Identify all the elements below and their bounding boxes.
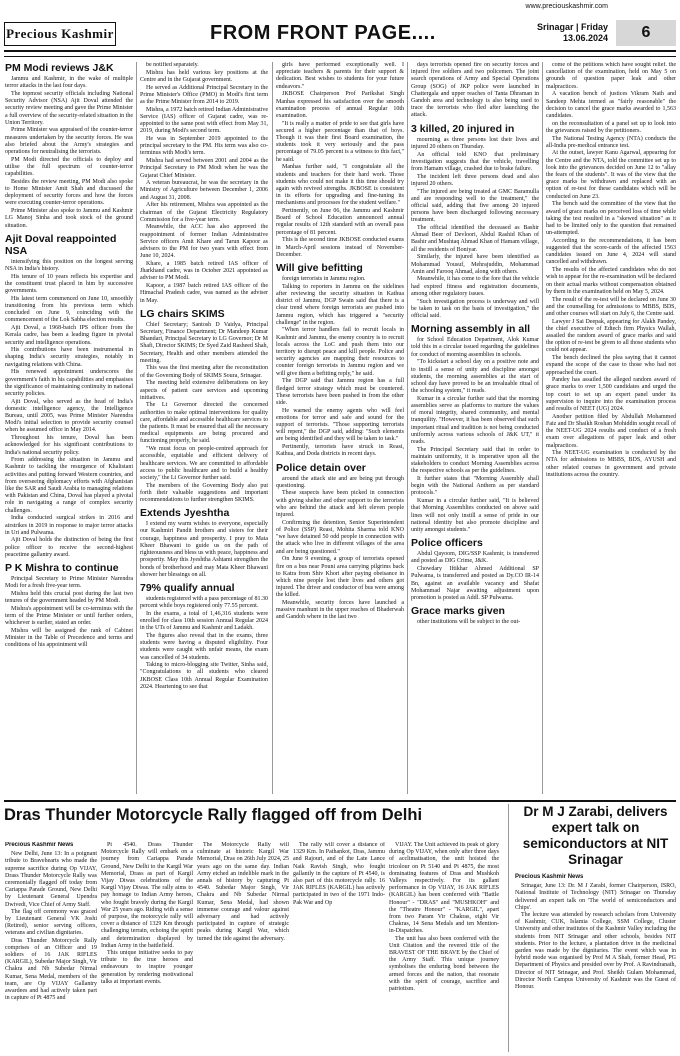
paragraph: From addressing the situation in Jammu and Kashmir to tackling the resurgence of Khalistani activities and putting forward Western countries, and from overseeing diplomacy efforts with Afghanistan like the SAR and Saudi Arabia to managing relations with Pakistan and China, Doval has played a pivotal role in navigating a range of complex security challenges.	[5, 457, 133, 514]
paragraph: Ajit Doval, a 1968-batch IPS officer from the Kerala cadre, has been a leading figure in pivotal security and intelligence operations.	[5, 325, 133, 346]
column-5	[546, 62, 676, 794]
paragraph: mourning as three persons lost their lives and injured 20 others on Thursday.	[411, 136, 539, 150]
paragraph: At the outset, lawyer Kanu Agarwal, appearing for the Centre and the NTA, told the committee set up to look into the grievances decided on June 12 to "allay the fears of the students". It was of the view that the grace marks be withdrawn and replaced with an option of re-test for these candidates which will be conducted on June 23.	[546, 150, 676, 200]
lead-headline: Dras Thunder Motorcycle Rally flagged off from Delhi	[4, 806, 423, 824]
paragraph: He served as Additional Principal Secretary in the Prime Minister's Office (PMO) in Modi's first term as the Prime Minister from 2014 to 2019.	[140, 84, 268, 106]
paragraph: Manhas further said, "I congratulate all the students and teachers for their hard work. Those students who could not make it this time should try again with revived strengths. JKBOSE is consistent in its efforts for upgrading and fine-tuning its mechanisms and processes for the student welfare."	[276, 164, 404, 207]
paragraph: Meanwhile, security forces have launched a massive manhunt in the upper reaches of Bhaderwah and Gandoh where in the last two	[276, 600, 404, 621]
issue-date	[537, 22, 608, 44]
paragraph: students registered with a pass percentage of 81.30 percent while boys registered only 77.55 percent.	[140, 595, 268, 610]
paragraph: Kumar in a circular further said, "It is believed that Morning Assemblies conducted on above said lines will not only instill a sense of pride in our national identity but also promote discipline and unity amongst students."	[411, 498, 539, 533]
paragraph: Pandey has assailed the alleged random award of grace marks to over 1,500 candidates and urged the top court to set up an expert panel under its supervision to inquire into the examination process and results of NEET (UG) 2024.	[546, 377, 676, 413]
paragraph: The lecture was attended by research scholars from University of Kashmir, CUK, Islamia College, SSM College, Cluster University and other institutes of the Kashmir Valley including the students from NIT Srinagar and other schools, besides NIT students. Prior to the lecture, a plantation drive in the medicinal garden was made by the dignitaries. The event which was in hybrid mode was organised by Prof M A Shah, former Head, PG Department of Physics and presided over by Prof. A Ravindranath, Director of NIT Srinagar, and Prof. Sheikh Gulam Mohammad, Director North Campus University of Kashmir was the Guest of Honour.	[515, 912, 676, 991]
paragraph: On June 9 evening, a group of terrorists opened fire on a bus near Pouni area carrying pilgrims back to Katra from Shiv Khori after paying obeisance in which nine people lost their lives and others got injured. The driver and conductor of bus were among the killed.	[276, 556, 404, 599]
paragraph: This was the first meeting after the reconstitution of the Governing Body of SKIMS Soura, Srinagar.	[140, 365, 268, 379]
side-body	[515, 874, 676, 991]
paragraph: Chowdary Iftikhar Ahmed Additional SP Pulwama, is transferred and posted as Dy.CO IR-14 Bn, against an available vacancy and Shafat Mohammad Najar awaiting adjustment upon promotion is posted as Addl. SP Pulwama.	[411, 566, 539, 601]
side-byline: Precious Kashmir News	[515, 874, 584, 880]
paragraph: Srinagar, June 13: Dr. M J Zarabi, former Chairperson, ISRO, National Institute of Technology (NIT) Srinagar on Thursday delivered an expert talk on 'The world of semiconductors and Chips'.	[515, 883, 676, 911]
paragraph: Pertinently, on June 06, the Jammu and Kashmir Board of School Education announced annual regular results of 12th standard with an overall pass percentage of 81 percent.	[276, 208, 404, 236]
headline-befitting-reply: Will give befitting	[276, 261, 363, 274]
headline-79-qualify: 79% qualify annual	[140, 581, 235, 594]
paragraph: Besides the review meeting, PM Modi also spoke to Home Minister Amit Shah and discussed the deployment of security forces and how the forces were executing counter-terror operations.	[5, 178, 133, 207]
paragraph: Kumar in a circular further said that the morning assemblies serve as platforms to nurture the values of moral integrity, shared community, and mental tranquility. "However, it has been observed that such important ritual and tradition is not being conducted uniformly across various schools of J&K UT," it reads.	[411, 395, 539, 446]
paragraph: The bench declined the plea saying that it cannot expand the scope of the case to those who had not approached the court.	[546, 355, 676, 376]
lead-byline: Precious Kashmir News	[5, 842, 74, 848]
paragraph: Ajit Doval holds the distinction of being the first police officer to receive the second-highest peacetime gallantry award.	[5, 537, 133, 558]
paragraph: Kapoor, a 1987 batch retired IAS officer of the Himachal Pradesh cadre, was named as the adviser in May.	[140, 283, 268, 304]
paragraph: The flag off ceremony was graced by Lieutenant General VK Joshi (Retired), senior serving officers, veterans and civilian dignitaries.	[5, 908, 97, 937]
paragraph: PM Modi directed the officials to deploy and utilise the full spectrum of counter-terror capabilities.	[5, 156, 133, 178]
paragraph: The results of the affected candidates who do not wish to appear for the re-examination will be declared on their actual marks without compensation obtained by them in the examination held on May 5, 2024.	[546, 267, 676, 295]
paragraph: be notified separately.	[146, 62, 199, 68]
paragraph: The rally will cover a distance of 1329 Km. In Pathankot, Dras, Jammu and Rajouri, and of the Late Lance Naik Ravish Singh, who fought gallantly in the capture of Pt 4540, is also part of this motorcycle rally. 16 JAK RIFLES (KARGIL) has actively participated in two of the 1971 Indo-Pak War and Op	[293, 842, 385, 906]
paragraph: The incident left three persons dead and also injured 20 others.	[411, 173, 539, 187]
paragraph: The figures also reveal that in the exams, three students were having a disputed eligibility. Four students were caught with unfair means, the exam was cancelled of 34 students.	[140, 632, 268, 661]
paragraph: Dras Thunder Motorcycle Rally comprises of an Officer and 19 soldiers of 16 JAK RIFLES (KARGIL), Subedar Major Singh, Vir Chakra and Nb Subedar Nirmal Kumar, Sena Medal, members of the team, are Op VIJAY Gallantry awardees and had actively taken part in capture of Pt 4875 and	[5, 937, 97, 1002]
paragraph: VIJAY. The Unit achieved its peak of glory during Op VIJAY, when only after three days of acclimatisation, the unit hoisted the tricolour on Pt 5140 and Pt 4875, the most dominating features of Dras and Mushkoh Valleys respectively. For its gallant performance in Op VIJAY, 16 JAK RIFLES (KARGIL) has been conferred with "Battle Honour" - "DRAS" and "MUSHKOH" and the "Theatre Honour" - "KARGIL", apart from two Param Vir Chakras, eight Vir Chakras, 14 Sena Medals and ten Mention-in-Dispatches.	[389, 842, 499, 935]
column-divider	[136, 62, 137, 794]
paragraph: I extend my warm wishes to everyone, especially our Kashmiri Pandit brothers and sisters for their courage, happiness and prosperity. I pray to Mata Kheer Bhawani to guide us on the path of righteousness and bless us with peace, happiness and prosperity. May this Jyeshtha Ashtami strengthen the bonds of brotherhood and may Mata Kheer Bhawani shower her blessings on all.	[140, 521, 268, 578]
headline-morning-assembly: Morning assembly in all	[411, 323, 531, 336]
paragraph: The DGP said that Jammu region has a full fledged terror strategy which must be countered. These terrorists have been pushed in from the other side.	[276, 378, 404, 406]
header-rule	[4, 50, 676, 52]
paragraph: for School Education Department, Alok Kumar told this in a circular issued regarding the guidelines for conduct of morning assemblies in schools.	[411, 337, 539, 358]
paragraph: Mishra's appointment will be co-terminus with the term of the Prime Minister or until further orders, whichever is earlier, stated an order.	[5, 605, 133, 627]
paragraph: Principal Secretary to Prime Minister Narendra Modi for a fresh five-year term.	[5, 576, 133, 590]
headline-pm-modi-reviews: PM Modi reviews J&K	[5, 62, 114, 74]
side-headline: Dr M J Zarabi, delivers expert talk on semiconductors at NIT Srinagar	[522, 804, 669, 867]
paragraph: "The injured are being treated at GMC Baramulla and are responding well to the treatment," the official said, adding that five among 20 injured persons have been discharged following necessary treatment.	[411, 188, 539, 224]
site-url: www.preciouskashmir.com	[525, 3, 608, 10]
column-1	[5, 62, 133, 794]
paragraph: The result of the re-test will be declared on June 30 and the counselling for admissions to MBBS, BDS, and other courses will start on July 6, the Centre said.	[546, 296, 676, 317]
paragraph: on the reconsultation of a panel set up to look into the grievances raised by the petitioners.	[546, 120, 676, 134]
lead-column-3	[197, 842, 289, 1052]
paragraph: come of the petitions which have sought relief. the cancellation of the examination, held on May 5 on grounds of question paper leak and other malpractices.	[546, 62, 676, 90]
section-title: FROM FRONT PAGE....	[210, 22, 436, 44]
lead-column-2	[101, 842, 193, 1052]
paragraph: Prime Minister was appraised of the counter-terror measures undertaken by the security forces. He was also briefed about the Army's strategies and operations for neutralising the terrorists.	[5, 127, 133, 156]
paragraph: This is the second time JKBOSE conducted exams in March-April sessions instead of November-December.	[276, 237, 404, 258]
paragraph: His tenure of 10 years reflects his expertise and the constituent trust placed in him by successive governments.	[5, 273, 133, 295]
paragraph: He warned the enemy agents who will feel emotions for terror and safe and sound for the support of terrorists. "Those supporting terrorists will repent," the DGP said, adding: "Such elements are being identified and they will be taken to task."	[276, 407, 404, 443]
paragraph: Taking to micro-blogging site Twitter, Sinha said, "Congratulations to all students who cleared JKBOSE Class 10th Annual Regular Examination 2024. Heartening to see that	[140, 662, 268, 690]
lead-column-4	[293, 842, 385, 1052]
paragraph: Khare, a 1985 batch retired IAS officer of Jharkhand cadre, was in October 2021 appointed as adviser to PM Modi.	[140, 260, 268, 282]
paragraph: Confirming the detention, Senior Superintendent of Police (SSP) Reasi, Mohita Sharma told KNO "we have detained 50 odd people in connection with the attack who live in different villages of the area and are being questioned."	[276, 519, 404, 555]
paragraph: The National Testing Agency (NTA) conducts the all-India pre-medical entrance test.	[546, 135, 676, 149]
paragraph: Jammu and Kashmir, in the wake of multiple terror attacks in the last four days.	[5, 76, 133, 90]
paragraph: The Lt Governor directed the concerned authorities to make optimal interventions for quality care, affordable and accessible healthcare services to the patients. It must be ensured that all the necessary medical equipments are being procured and functioning properly, he said.	[140, 402, 268, 445]
paragraph: Meanwhile, the ACC has also approved the reappointment of former Indian Administrative Service officers Amit Khare and Tarun Kapoor as advisers to the PM for two years with effect from June 10, 2024.	[140, 224, 268, 260]
paragraph: Meanwhile, it has come to the fore that the vehicle had expired fitness and registration documents, among other regulatory issues.	[411, 276, 539, 297]
paragraph: "Such investigation process is underway and will be taken to task on the basis of investigation," the official said.	[411, 298, 539, 319]
side-story	[508, 804, 676, 1052]
issue-day: Srinagar | Friday	[536, 22, 608, 32]
paragraph: The Principal Secretary said that in order to maintain uniformity, it is imperative upon all the stakeholders to conduct Morning Assemblies across the respective schools as per the guidelines.	[411, 446, 539, 475]
header-rule-thin	[4, 56, 676, 57]
paragraph: Prime Minister also spoke to Jammu and Kashmir LG Manoj Sinha and took stock of the ground situation.	[5, 208, 133, 229]
paragraph: Ajit Doval, who served as the head of India's domestic intelligence agency, the Intelligence Bureau, until 2005, was Prime Minister Narendra Modi's initial selection to provide security counsel when he assumed office in May 2014.	[5, 398, 133, 434]
paragraph: intensifying this position on the longest serving NSA in India's history.	[5, 258, 133, 272]
paragraph: After his retirement, Mishra was appointed as the chairman of the Gujarat Electricity Regulatory Commission for a five-year term.	[140, 202, 268, 223]
paragraph: His contributions have been instrumental in shaping India's security strategies, notably in navigating relations with China.	[5, 347, 133, 368]
paragraph: His latest term commenced on June 10, smoothly transitioning from his previous term which concluded on June 9, coinciding with the commencement of the Lok Sabha election results.	[5, 295, 133, 324]
paragraph: "When terror handlers fail to recruit locals in Kashmir and Jammu, the enemy country is to recruit locals across the LoC and push them into our territory to disrupt peace and kill people. Police and security agencies are mapping their resources to counter foreign terrorists in Jammu region and we will give them a befitting reply," he said.	[276, 327, 404, 377]
paragraph: Pertinently, terrorists have struck in Reasi, Kathua, and Doda districts in recent days.	[276, 444, 404, 458]
headline-police-officers: Police officers	[411, 537, 483, 550]
paragraph: Similarly, the injured have been identified as Mohammad Yousuf, Mehrajuddin, Mohammad Amin and Farooq Ahmad, along with others.	[411, 254, 539, 275]
bottom-section-rule	[4, 800, 676, 802]
paragraph: girls have performed exceptionally well. I appreciate teachers & parents for their support & dedication. Best wishes to students for your future endeavors."	[276, 62, 404, 90]
paragraph: Another petition filed by Abdullah Mohammed Faiz and Dr Shaikh Roshan Mohiddin sought recall of the NEET-UG 2024 results and conduct of a fresh exam over allegations of paper leak and other malpractices.	[546, 413, 676, 449]
paragraph: The bench said the committee of the view that the award of grace marks on perceived loss of time while taking the test resulted in a "skewed situation" as it had to be limited only to the question that remained un-attempted.	[546, 201, 676, 237]
paragraph: Throughout his tenure, Doval has been acknowledged for his significant contributions to India's national security policy.	[5, 435, 133, 456]
column-divider	[407, 62, 408, 794]
paragraph: Mishra had served between 2001 and 2004 as the Principal Secretary to PM Modi when he was the Gujarat Chief Minister.	[140, 158, 268, 179]
column-4	[411, 62, 539, 794]
column-2	[140, 62, 268, 794]
paragraph: The Motorcycle Rally will culminate at historic Kargil War Memorial, Dras on 26th July 2024, 25 years ago on the same day. Indian Army etched an indelible mark in the annals of history by capturing Pt 4540. Subedar Major Singh, Vir Chakra and Nb Subedar Nirmal Kumar, Sena Medal, had shown immense courage and valour against adversary and had actively participated in capture of strategic peaks during Kargil War, which turned the tide against the adversary.	[197, 842, 289, 942]
column-3	[276, 62, 404, 794]
paragraph: These suspects have been picked in connection with giving shelter and other support to the terrorists who are behind the attack and left eleven people injured.	[276, 490, 404, 519]
headline-grace-marks: Grace marks given	[411, 605, 505, 618]
paragraph: Mishra has held various key positions at the Centre and in the Gujarat government.	[140, 69, 268, 83]
paragraph: The official identified the deceased as Bashir Ahmad Beer of Devloori, Abdul Rashid Khan of Bashir and Mushtaq Ahmad Khan of Hamam village, all the residents of Boniyar.	[411, 225, 539, 253]
paragraph: His renewed appointment underscores the government's faith in his capabilities and emphasises the significance of maintaining continuity in national security policies.	[5, 369, 133, 397]
headline-3-killed: 3 killed, 20 injured in	[411, 122, 515, 135]
paragraph: other institutions will be subject to the out-	[417, 619, 521, 626]
paragraph: Pt 4540. Drass Thunder Motorcycle Rally will embark on a journey from Cariappa Parade Ground, New Delhi to the Kargil War Memorial, Drass as part of Kargil Vijay Diwas celebrations of the Kargil Vijay Diwas. The rally aims to pay homage to Indian Army heroes, who fought bravely during the Kargil War 25 years ago. Riding with a sense of purpose, the motorcycle rally will cover a distance of 1329 Km through challenging terrain, echoing the spirit and determination displayed by Indian Army in the battlefield.	[101, 842, 193, 949]
paragraph: The topmost security officials including National Security Advisor (NSA) Ajit Doval attended the security review meeting and gave the Prime Minister a full overview of the security-related situation in the Union Territory.	[5, 90, 133, 126]
column-divider	[272, 62, 273, 794]
paragraph: An official told KNO that preliminary investigation suggests that the vehicle, travelling from Hamam village, crashed due to brake failure.	[411, 151, 539, 172]
headline-police-detain: Police detain over	[276, 461, 366, 474]
paragraph: New Delhi, June 13: In a poignant tribute to Bravehearts who made the supreme sacrifice during Op VIJAY, Drass Thunder Motorcycle Rally was ceremonially flagged off today from Cariappa Parade Ground, New Delhi by Lieutenant General Upendra Dwivedi, Vice Chief of Army Staff.	[5, 851, 97, 908]
paragraph: The unit has also been conferred with the Unit Citation and the revered title of the BRAVEST OF THE BRAVE by the Chief of the Army Staff. This unique journey symbolises the enduring bond between the armed forces and the nation, that resonate with the spirit of courage, sacrifice and patriotism.	[389, 935, 499, 993]
headline-extends-jyeshtha: Extends Jyeshtha	[140, 507, 230, 520]
paragraph: days terrorists opened fire on security forces and injured five soldiers and two policemen. The joint search operations of Army and Special Operations Group (SOG) of JKP police were launched in Chattergala and upper reaches of Tanta Dhraman in Gandoh area and technology is also being used to trace the terrorists who fled after launching the attack.	[411, 62, 539, 119]
paragraph: "To kickstart a school day on a positive note and to instill a sense of unity and discipline amongst students, the morning assemblies at the start of school day have proved to be an invaluable ritual of the schooling system," it reads.	[411, 359, 539, 395]
paragraph: The meeting held extensive deliberations on key aspects of patient care services and upcoming initiatives.	[140, 380, 268, 401]
paragraph: According to the recommendations, it has been suggested that the score-cards of the affected 1563 candidates issued on June 4, 2024 will stand cancelled and withdrawn.	[546, 237, 676, 266]
brand-name: Precious Kashmir	[6, 26, 114, 41]
column-divider	[542, 62, 543, 794]
paragraph: Abdul Qayoom, DIG/SSP Kashmir, is transferred and posted as DIG Crime, J&K.	[411, 551, 539, 565]
masthead	[0, 0, 680, 50]
brand-logo	[4, 22, 116, 46]
paragraph: It further states that "Morning Assembly shall begin with the National Anthem as per standard protocols."	[411, 476, 539, 497]
paragraph: Lawyer J Sai Deepak, appearing for Alakh Pandey, the chief executive of Edtech firm Physics Wallah, assailed the random award of grace marks and said the option of re-test be given to all those students who could not appear.	[546, 318, 676, 354]
paragraph: In the exams, a total of 1,46,316 students were enrolled for class 10th session Annual Regular 2024 in the UTs of Jammu and Kashmir and Ladakh.	[140, 610, 268, 632]
paragraph: around the attack site and are being put through questioning.	[276, 475, 404, 489]
lead-column-5	[389, 842, 499, 1052]
paragraph: A veteran bureaucrat, he was the secretary in the Ministry of Agriculture between December 1, 2006 and August 31, 2008.	[140, 180, 268, 201]
paragraph: This unique initiative seeks to pay tribute to the true heroes and endeavours to inspire younger generation by rendering motivational talks at important events.	[101, 950, 193, 985]
paragraph: foreign terrorists in Jammu region.	[282, 275, 366, 282]
paragraph: Chief Secretary; Santosh D Vaidya, Principal Secretary, Finance Department; Dr Mandeep Kumar Bhandari, Principal Secretary to LG Governor; Dr M Shafi, Director SKIMS; Dr Syed Zaid Rasheed Shah, Secretary, Health and other members attended the meeting.	[140, 321, 268, 364]
paragraph: JKBOSE Chairperson Prof Parikshat Singh Manhas expressed his satisfaction over the smooth examination process of annual Regular 10th examination.	[276, 91, 404, 119]
headline-lg-chairs-skims: LG chairs SKIMS	[140, 307, 225, 320]
headline-pk-mishra: P K Mishra to continue	[5, 562, 119, 575]
paragraph: Talking to reporters in Jammu on the sidelines after reviewing the security situation in Kathua district of Jammu, DGP Swain said that there is a clear trend where foreign terrorists are pushed into Jammu region, which has triggered a "security challenge" in the region.	[276, 283, 404, 326]
paragraph: He was in September 2019 appointed to the principal secretary to the PM. His term was also co-terminus with Modi's term.	[140, 136, 268, 157]
paragraph: Mishra will be assigned the rank of Cabinet Minister in the Table of Precedence and terms and conditions of his appointment will	[5, 628, 133, 649]
paragraph: The members of the Governing Body also put forth their valuable suggestions and important recommendations to further strengthen SKIMS.	[140, 482, 268, 504]
paragraph: The NEET-UG examination is conducted by the NTA for admissions to MBBS, BDS, AYUSH and other related courses in government and private institutions across the country.	[546, 450, 676, 478]
paragraph: "We must focus on people-centred approach for accessible, equitable and efficient delivery of healthcare services. We are committed to affordable access to public healthcare and to build a healthy society," the Lt Governor further said.	[140, 446, 268, 481]
paragraph: "It is really a matter of pride to see that girls have secured a higher percentage than that of boys. Though it was their first Board examination, the students took it very seriously and the pass percentage of 79.05 percent is a witness to this fact," he said.	[276, 120, 404, 163]
paragraph: India conducted surgical strikes in 2016 and airstrikes in 2019 in response to major terror attacks in Uri and Pulwama.	[5, 515, 133, 536]
page-number: 6	[616, 20, 676, 46]
issue-date-value: 13.06.2024	[562, 33, 608, 43]
lead-column-1	[5, 842, 97, 1052]
paragraph: Mishra, a 1972 batch retired Indian Administrative Service (IAS) officer of Gujarat cadre, was re-appointed to the same post with effect from May 31, 2019, during Modi's second term.	[140, 106, 268, 135]
headline-ajit-doval: Ajit Doval reappointed NSA	[5, 232, 117, 257]
paragraph: A vacation bench of justices Vikram Nath and Sandeep Mehta termed as "fairly reasonable" the decision to cancel the grace marks awarded to 1,563 candidates.	[546, 91, 676, 119]
paragraph: Mishra held this crucial post during the last two tenures of the government headed by PM Modi.	[5, 591, 133, 605]
